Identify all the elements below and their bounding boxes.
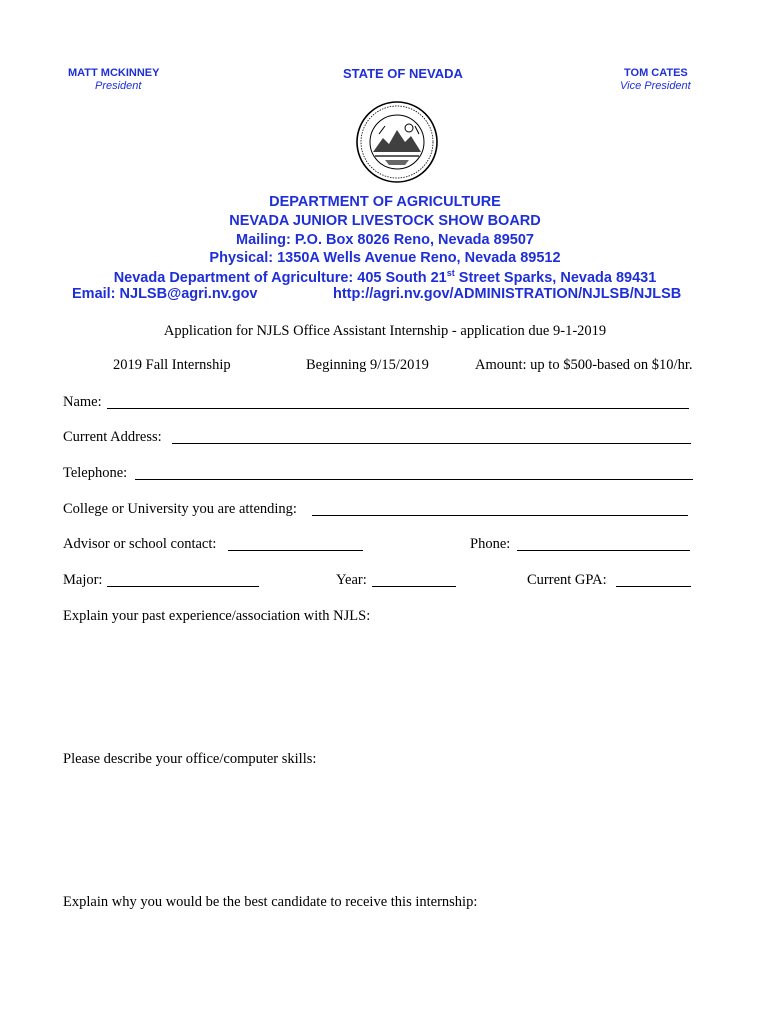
telephone-field[interactable] — [135, 479, 693, 480]
year-field[interactable] — [372, 586, 456, 587]
college-field[interactable] — [312, 515, 688, 516]
vice-president-name: TOM CATES — [624, 67, 688, 79]
name-label: Name: — [63, 394, 102, 410]
telephone-label: Telephone: — [63, 465, 128, 481]
experience-question: Explain your past experience/association with NJLS: — [63, 608, 371, 624]
physical-address: Physical: 1350A Wells Avenue Reno, Nevada 89512 — [209, 250, 561, 266]
major-label: Major: — [63, 572, 103, 588]
mailing-address: Mailing: P.O. Box 8026 Reno, Nevada 89507 — [236, 232, 534, 248]
gpa-field[interactable] — [616, 586, 691, 587]
address-label: Current Address: — [63, 429, 162, 445]
email-line[interactable]: Email: NJLSB@agri.nv.gov — [72, 286, 258, 302]
vice-president-title: Vice President — [620, 80, 691, 92]
board-name: NEVADA JUNIOR LIVESTOCK SHOW BOARD — [229, 213, 541, 229]
sparks-address-sup: st — [446, 268, 455, 278]
advisor-label: Advisor or school contact: — [63, 536, 217, 552]
application-title: Application for NJLS Office Assistant Internship - application due 9-1-2019 — [163, 323, 607, 339]
name-field[interactable] — [107, 408, 689, 409]
state-seal-icon — [355, 100, 439, 184]
major-field[interactable] — [107, 586, 259, 587]
internship-start: Beginning 9/15/2019 — [306, 357, 429, 373]
experience-answer-area[interactable] — [63, 630, 693, 740]
sparks-address-part1: Nevada Department of Agriculture: 405 South 21 — [113, 269, 447, 286]
president-name: MATT MCKINNEY — [68, 67, 160, 79]
gpa-label: Current GPA: — [527, 572, 607, 588]
candidate-question: Explain why you would be the best candidate to receive this internship: — [63, 894, 478, 910]
state-title: STATE OF NEVADA — [343, 66, 463, 81]
sparks-address-part2: Street Sparks, Nevada 89431 — [454, 269, 657, 286]
department-name: DEPARTMENT OF AGRICULTURE — [269, 194, 501, 210]
phone-label: Phone: — [470, 536, 511, 552]
college-label: College or University you are attending: — [63, 501, 297, 517]
website-link[interactable]: http://agri.nv.gov/ADMINISTRATION/NJLSB/NJLSB — [333, 286, 682, 302]
phone-field[interactable] — [517, 550, 690, 551]
skills-answer-area[interactable] — [63, 773, 693, 883]
president-title: President — [95, 80, 142, 92]
address-field[interactable] — [172, 443, 691, 444]
internship-amount: Amount: up to $500-based on $10/hr. — [475, 357, 693, 373]
skills-question: Please describe your office/computer skills: — [63, 751, 317, 767]
internship-term: 2019 Fall Internship — [113, 357, 231, 373]
year-label: Year: — [336, 572, 367, 588]
advisor-field[interactable] — [228, 550, 363, 551]
sparks-address — [0, 268, 770, 286]
candidate-answer-area[interactable] — [63, 916, 693, 1011]
